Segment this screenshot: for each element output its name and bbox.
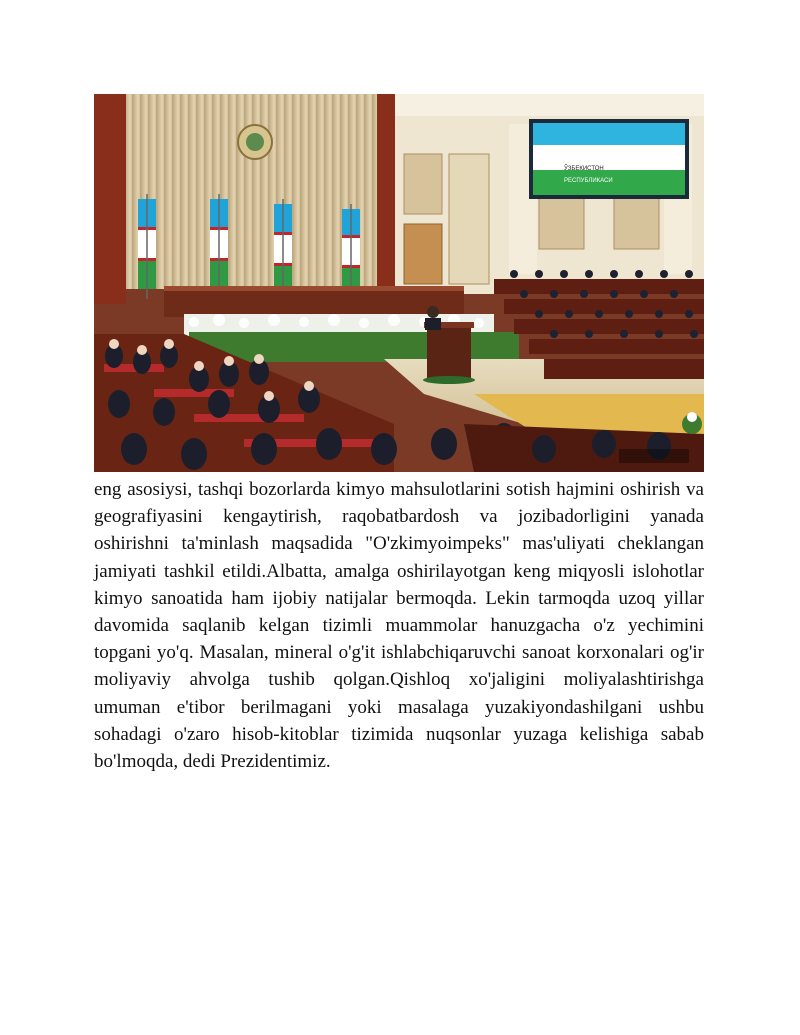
article-paragraph: eng asosiysi, tashqi bozorlarda kimyo mahsulotlarini sotish hajmini oshirish va geografiyasini kengaytirish, raqobatbardosh va jozibadorligini yanada oshirishni ta'minlash maqsadida "O'zkimyoimpeks" mas'uliyati cheklangan jamiyati tashkil etildi.Albatta, amalga oshirilayotgan keng miqyosli islohotlar kimyo sanoatida ham ijobiy natijalar bermoqda. Lekin tarmoqda uzoq yillar davomida saqlanib kelgan tizimli muammolar hanuzgacha o'z yechimini topgani yo'q. Masalan, mineral o'g'it ishlabchiqaruvchi sanoat korxonalari og'ir moliyaviy ahvolga tushib qolgan.Qishloq xo'jaligini moliyalashtirishga umuman e'tibor berilmagani yoki masalaga yuzakiyondashilgani ushbu sohadagi o'zaro hisob-kitoblar tizimida nuqsonlar yuzaga kelishiga sabab bo'lmoqda, dedi Prezidentimiz. xyxy=(94,479,704,773)
screen-text-1: ЎЗБЕКИСТОН xyxy=(564,166,604,172)
screen-text-2: РЕСПУБЛИКАСИ xyxy=(564,178,613,184)
parliament-session-photo xyxy=(94,94,704,472)
screen-display xyxy=(529,119,689,199)
